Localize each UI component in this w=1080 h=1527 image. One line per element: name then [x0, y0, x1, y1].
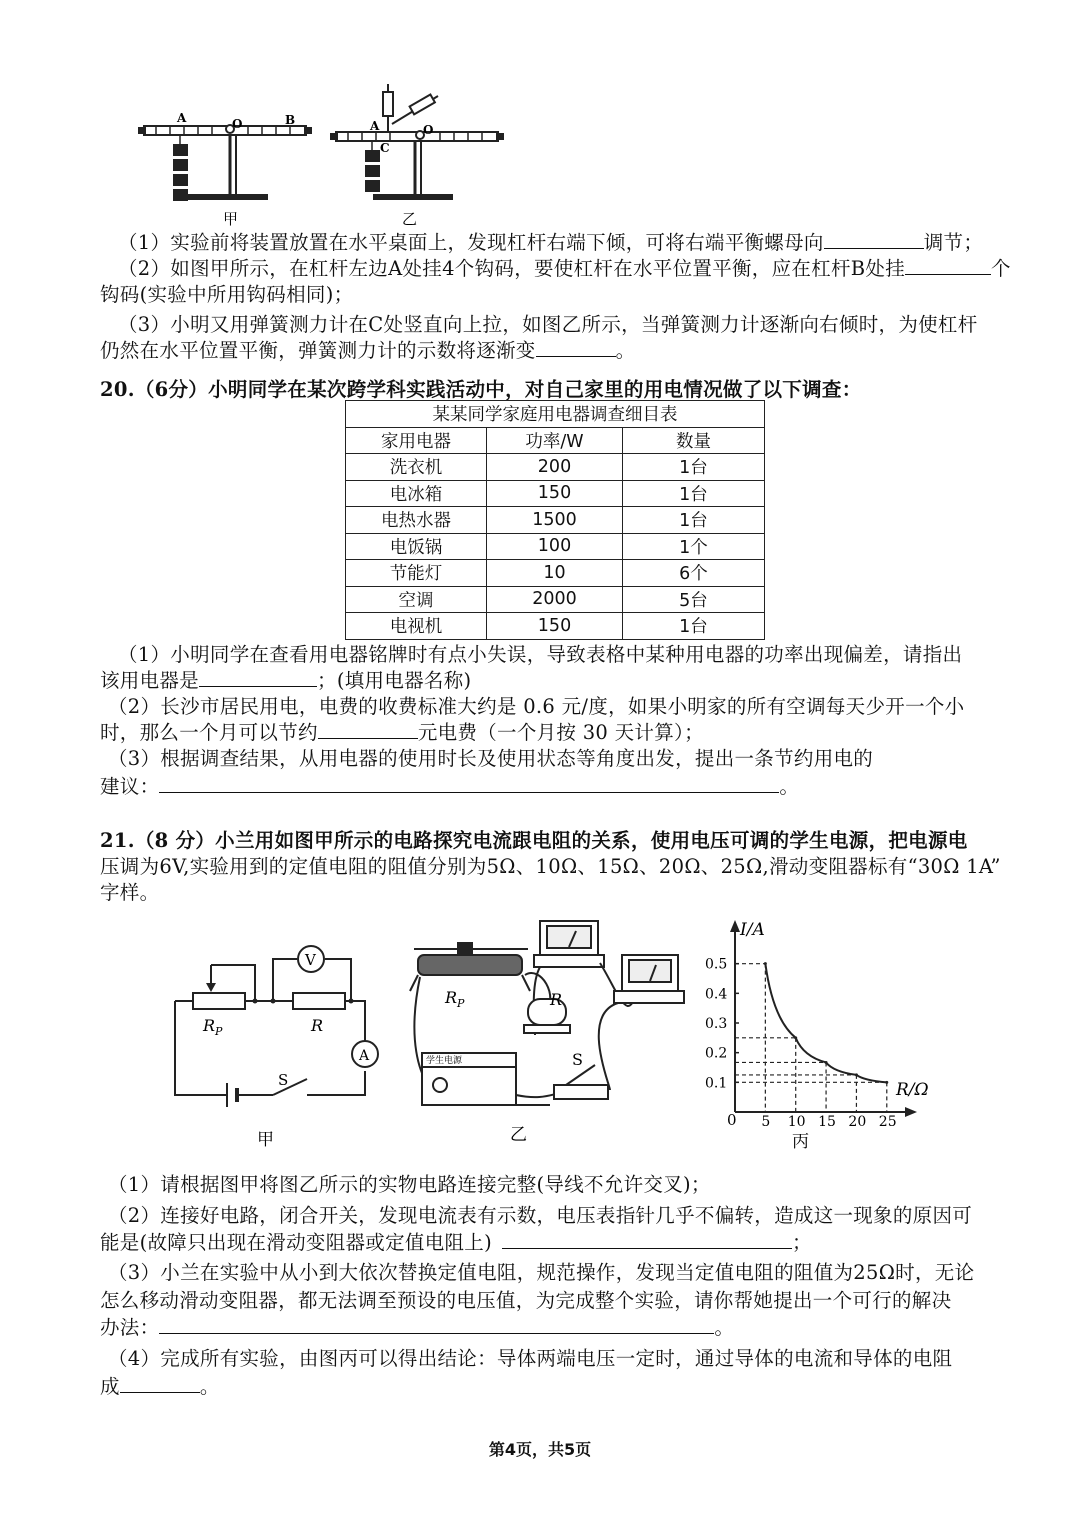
- chart-xlabel: R/Ω: [896, 1080, 929, 1100]
- jia-caption: 甲: [257, 1130, 274, 1150]
- chart-x-tick-label: 20: [848, 1114, 867, 1130]
- table-cell: 电冰箱: [346, 480, 487, 507]
- table-cell: 1500: [487, 507, 623, 534]
- table-row: [346, 586, 765, 613]
- q19-part2-text: （2）如图甲所示，在杠杆左边A处挂4个钩码，要使杠杆在水平位置平衡，应在杠杆B处挂: [118, 257, 906, 280]
- lever-yi-label-c: C: [380, 141, 390, 155]
- survey-col-quantity: 数量: [623, 427, 765, 454]
- table-cell: 10: [487, 560, 623, 587]
- table-row: [346, 507, 765, 534]
- table-row: [346, 454, 765, 481]
- table-cell: 电热水器: [346, 507, 487, 534]
- q19-part3-text: 仍然在水平位置平衡，弹簧测力计的示数将逐渐变: [100, 339, 536, 362]
- physical-circuit-yi: [400, 915, 690, 1150]
- q21-part4-blank[interactable]: [120, 1372, 200, 1393]
- lever-yi-label-a: A: [370, 119, 380, 133]
- lever-jia-label-b: B: [285, 113, 296, 127]
- page-footer: 第4页，共5页: [488, 1440, 592, 1459]
- q20-part2: （2）长沙市居民用电，电费的收费标准大约是 0.6 元/度，如果小明家的所有空调每天少开一个小: [108, 695, 965, 718]
- table-cell: 5台: [623, 586, 765, 613]
- table-cell: 1台: [623, 613, 765, 640]
- q21-part4-text: 成: [100, 1375, 120, 1398]
- chart-y-tick-label: 0.1: [705, 1075, 728, 1092]
- q19-part3-cont: [100, 336, 635, 366]
- chart-ylabel: I/A: [740, 920, 765, 940]
- q21-header-line2: 压调为6V,实验用到的定值电阻的阻值分别为5Ω、10Ω、15Ω、20Ω、25Ω,滑动变阻器标有“30Ω 1A”: [100, 855, 1001, 878]
- q19-part3-blank[interactable]: [536, 336, 616, 357]
- table-cell: 100: [487, 533, 623, 560]
- q21-part2-text: 能是(故障只出现在滑动变阻器或定值电阻上): [100, 1231, 493, 1254]
- q20-header-text: 20.（6分）小明同学在某次跨学科实践活动中，对自己家里的用电情况做了以下调查：: [100, 378, 862, 401]
- q19-part1-text: （1）实验前将装置放置在水平桌面上，发现杠杆右端下倾，可将右端平衡螺母向: [118, 231, 824, 254]
- chart-x-arrow: [905, 1107, 917, 1117]
- q20-part3-tail: 。: [779, 775, 800, 798]
- q21-part3-cont: [100, 1313, 734, 1343]
- table-cell: 电饭锅: [346, 533, 487, 560]
- lever-figure: [130, 78, 520, 238]
- lever-jia: [138, 111, 312, 228]
- chart-y-tick-label: 0.3: [705, 1016, 728, 1032]
- table-row: [346, 613, 765, 640]
- q20-part2-tail: 元电费（一个月按 30 天计算）；: [417, 721, 704, 744]
- chart-point: [825, 1061, 828, 1064]
- table-cell: 洗衣机: [346, 454, 487, 481]
- q19-part1-tail: 调节；: [923, 231, 984, 254]
- q21-header-text: 21.（8 分）小兰用如图甲所示的电路探究电流跟电阻的关系，使用电压可调的学生电源，把电源电: [100, 829, 968, 852]
- lever-jia-label-o: O: [232, 117, 243, 131]
- yi-label-source: 学生电源: [426, 1056, 463, 1066]
- table-cell: 200: [487, 454, 623, 481]
- q19-part2-tail: 个: [991, 257, 1011, 280]
- table-cell: 电视机: [346, 613, 487, 640]
- jia-label-r: R: [311, 1016, 324, 1035]
- q19-part2-cont: 钩码(实验中所用钩码相同)；: [100, 283, 354, 306]
- chart-origin: 0: [727, 1111, 737, 1129]
- q21-part1: （1）请根据图甲将图乙所示的实物电路连接完整(导线不允许交叉)；: [108, 1173, 711, 1196]
- q20-part3-cont: [100, 772, 799, 802]
- chart-x-tick-label: 25: [878, 1114, 897, 1130]
- chart-x-tick-label: 15: [818, 1114, 836, 1130]
- q21-header-line3: 字样。: [100, 881, 160, 904]
- lever-jia-caption: 甲: [223, 210, 239, 228]
- table-cell: 2000: [487, 586, 623, 613]
- q21-part4: （4）完成所有实验，由图丙可以得出结论：导体两端电压一定时，通过导体的电流和导体的电阻: [108, 1347, 953, 1370]
- q21-part3-tail: 。: [714, 1316, 735, 1339]
- table-cell: 150: [487, 480, 623, 507]
- q21-part2: （2）连接好电路，闭合开关，发现电流表有示数，电压表指针几乎不偏转，造成这一现象的原因可: [108, 1204, 973, 1227]
- table-row: [346, 533, 765, 560]
- q19-part2-blank[interactable]: [905, 254, 991, 275]
- chart-point: [885, 1081, 888, 1084]
- q21-part4-tail: 。: [199, 1375, 220, 1398]
- q21-part4-cont: [100, 1372, 220, 1402]
- circuit-diagram-jia: [165, 935, 390, 1150]
- table-cell: 1个: [623, 533, 765, 560]
- q20-part2-text: 时，那么一个月可以节约: [100, 721, 318, 744]
- q20-part1-blank[interactable]: [199, 666, 317, 687]
- chart-x-tick-label: 10: [787, 1114, 806, 1130]
- jia-label-rp: $R_P$: [203, 1016, 223, 1038]
- q21-part3-text: 办法：: [100, 1316, 160, 1339]
- jia-label-v: V: [305, 951, 316, 969]
- table-cell: 1台: [623, 507, 765, 534]
- q19-part3: （3）小明又用弹簧测力计在C处竖直向上拉，如图乙所示，当弹簧测力计逐渐向右倾时，为使杠杆: [118, 313, 978, 336]
- survey-table-title: 某某同学家庭用电器调查细目表: [346, 401, 765, 428]
- lever-yi: [330, 84, 504, 228]
- survey-col-power: 功率/W: [487, 427, 623, 454]
- q20-part1-tail: ；(填用电器名称): [317, 669, 472, 692]
- survey-table: [345, 400, 765, 640]
- q20-part2-blank[interactable]: [318, 718, 418, 739]
- chart-caption: 丙: [792, 1132, 809, 1152]
- q20-part1-text: 该用电器是: [100, 669, 200, 692]
- table-cell: 150: [487, 613, 623, 640]
- chart-point: [764, 962, 767, 965]
- q21-part3-blank[interactable]: [159, 1313, 714, 1334]
- yi-label-r: R: [550, 990, 563, 1009]
- q19-part1-blank[interactable]: [824, 228, 924, 249]
- chart-y-tick-label: 0.2: [705, 1045, 728, 1062]
- jia-label-a: A: [359, 1048, 370, 1064]
- table-row: [346, 560, 765, 587]
- q20-part3-blank[interactable]: [159, 772, 779, 793]
- yi-label-s: S: [572, 1050, 583, 1069]
- q21-part3: （3）小兰在实验中从小到大依次替换定值电阻，规范操作，发现当定值电阻的阻值为25Ω时，无论: [108, 1261, 975, 1284]
- yi-caption: 乙: [510, 1125, 527, 1145]
- table-cell: 1台: [623, 454, 765, 481]
- chart-y-tick-label: 0.4: [705, 986, 728, 1003]
- table-cell: 节能灯: [346, 560, 487, 587]
- q20-part3-text: 建议：: [100, 775, 160, 798]
- chart-y-tick-label: 0.5: [705, 956, 728, 973]
- q21-part3-line2: 怎么移动滑动变阻器，都无法调至预设的电压值，为完成整个实验，请你帮她提出一个可行的解决: [100, 1289, 952, 1312]
- survey-col-appliance: 家用电器: [346, 427, 487, 454]
- jia-label-s: S: [278, 1071, 289, 1089]
- chart-point: [855, 1073, 858, 1076]
- q21-part2-cont: [100, 1228, 812, 1258]
- q20-part1: （1）小明同学在查看用电器铭牌时有点小失误，导致表格中某种用电器的功率出现偏差，请指出: [118, 643, 963, 666]
- lever-jia-label-a: A: [177, 111, 187, 125]
- lever-yi-label-o: O: [423, 123, 434, 137]
- table-cell: 6个: [623, 560, 765, 587]
- chart-bing: [700, 915, 960, 1155]
- q21-part2-blank[interactable]: [502, 1228, 792, 1249]
- table-row: [346, 480, 765, 507]
- yi-label-rp: $R_P$: [445, 988, 465, 1010]
- table-cell: 空调: [346, 586, 487, 613]
- q19-part3-tail: 。: [615, 339, 636, 362]
- q20-part3: （3）根据调查结果，从用电器的使用时长及使用状态等角度出发，提出一条节约用电的: [108, 747, 874, 770]
- table-cell: 1台: [623, 480, 765, 507]
- chart-y-arrow: [730, 920, 740, 932]
- chart-point: [794, 1036, 797, 1039]
- chart-x-tick-label: 5: [761, 1114, 771, 1130]
- q21-part2-tail: ；: [792, 1231, 812, 1254]
- lever-yi-caption: 乙: [402, 210, 418, 228]
